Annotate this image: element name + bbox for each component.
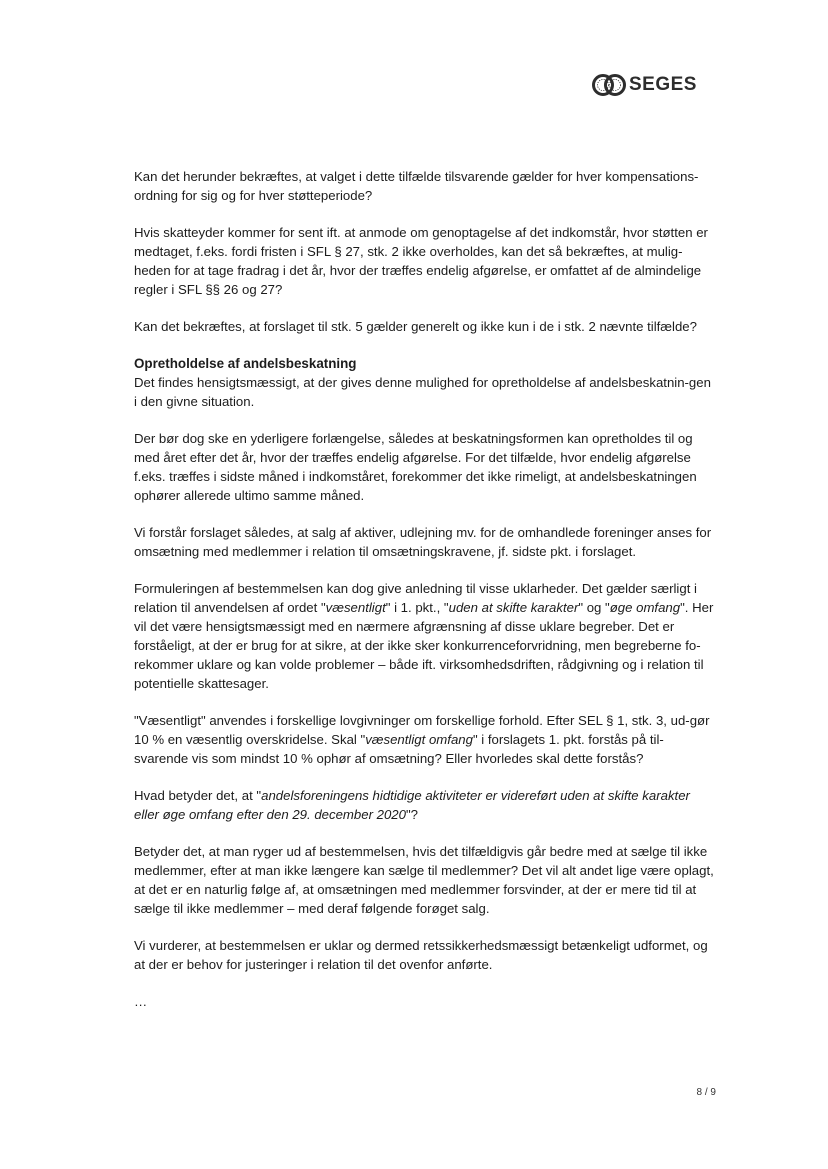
logo-text: SEGES [629, 74, 697, 95]
text-run: " og " [578, 600, 610, 615]
italic-term: væsentligt omfang [365, 732, 473, 747]
text-run: "? [405, 807, 418, 822]
italic-term: uden at skifte karakter [448, 600, 579, 615]
ellipsis: … [134, 994, 148, 1009]
section-heading: Opretholdelse af andelsbeskatning [134, 356, 357, 371]
paragraph: Vi vurderer, at bestemmelsen er uklar og dermed retssikkerhedsmæssigt betænkeligt udformet, og at der er behov for justeringer i relation til det ovenfor anførte. [134, 938, 708, 972]
text-run: " i forslagets 1. pkt. forstås på til-svarende vis som mindst 10 % ophør af omsætning? Eller hvorledes skal dette forstås? [134, 732, 664, 766]
paragraph [134, 786, 716, 824]
italic-term: øge omfang [609, 600, 681, 615]
text-run: Hvad betyder det, at " [134, 788, 262, 803]
seges-rings-icon [592, 73, 626, 97]
paragraph: Der bør dog ske en yderligere forlængelse, således at beskatningsformen kan opretholdes til og med året efter det år, hvor der træffes endelig afgørelse. For det tilfælde, hvor endelig afgørelse f.eks. træffes i sidste måned i indkomståret, forekommer det ikke rimeligt, at andelsbeskatningen ophører allerede ultimo samme måned. [134, 431, 697, 503]
italic-quote: andelsforeningens hidtidige aktiviteter er videreført uden at skifte karakter eller øge omfang efter den 29. december 2020 [134, 788, 690, 822]
italic-term: væsentligt [325, 600, 386, 615]
paragraph: Det findes hensigtsmæssigt, at der gives denne mulighed for opretholdelse af andelsbeskatnin-gen i den givne situation. [134, 375, 711, 409]
paragraph: Kan det herunder bekræftes, at valget i dette tilfælde tilsvarende gælder for hver kompensations-ordning for sig og for hver støtteperiode? [134, 169, 699, 203]
page-number: 8 / 9 [696, 1087, 716, 1098]
text-run: ". Her vil det være hensigtsmæssigt med en nærmere afgrænsning af disse uklare begreber. Det er forståeligt, at der er brug for at sikre, at der ikke sker konkurrenceforvridning, men begreberne fo-rekommer uklare og kan volde problemer – både ift. virksomhedsdriften, rådgivning og i relation til potentielle skattesager. [134, 600, 714, 691]
paragraph [134, 711, 716, 768]
text-run: Formuleringen af bestemmelsen kan dog give anledning til visse uklarheder. Det gælder særligt i relation til anvendelsen af ordet " [134, 581, 697, 615]
paragraph: Kan det bekræftes, at forslaget til stk. 5 gælder generelt og ikke kun i de i stk. 2 nævnte tilfælde? [134, 319, 697, 334]
text-run: "Væsentligt" anvendes i forskellige lovgivninger om forskellige forhold. Efter SEL § 1, stk. 3, ud-gør 10 % en væsentlig overskridelse. Skal " [134, 713, 710, 747]
paragraph [134, 579, 716, 693]
paragraph: Vi forstår forslaget således, at salg af aktiver, udlejning mv. for de omhandlede foreninger anses for omsætning med medlemmer i relation til omsætningskravene, jf. sidste pkt. i forslaget. [134, 525, 712, 559]
paragraph: Hvis skatteyder kommer for sent ift. at anmode om genoptagelse af det indkomstår, hvor støtten er medtaget, f.eks. fordi fristen i SFL § 27, stk. 2 ikke overholdes, kan det så bekræftes, at mulig-heden for at tage fradrag i det år, hvor der træffes endelig afgørelse, er omfattet af de almindelige regler i SFL §§ 26 og 27? [134, 225, 708, 297]
text-run: " i 1. pkt., " [385, 600, 449, 615]
paragraph: Betyder det, at man ryger ud af bestemmelsen, hvis det tilfældigvis går bedre med at sælge til ikke medlemmer, efter at man ikke længere kan sælge til medlemmer? Det vil alt andet lige være oplagt, at det er en naturlig følge af, at omsætningen med medlemmer forsvinder, at der er mere tid til at sælge til ikke medlemmer – med deraf følgende forøget salg. [134, 844, 714, 916]
seges-logo [592, 72, 697, 98]
letter-body [134, 167, 716, 1029]
